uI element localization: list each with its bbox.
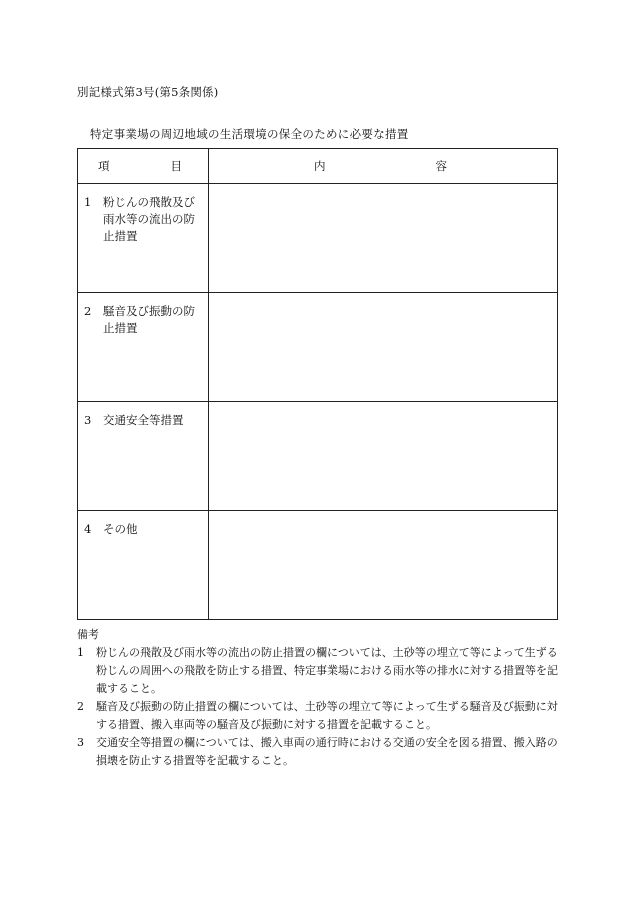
note-item	[77, 698, 561, 734]
notes-section	[77, 626, 561, 770]
content-cell[interactable]	[209, 184, 558, 293]
note-item	[77, 644, 561, 698]
header-content-char-1: 内	[314, 159, 326, 173]
header-content	[209, 149, 558, 184]
note-number: 3	[77, 736, 84, 749]
notes-heading: 備考	[77, 628, 99, 641]
header-content-char-2: 容	[435, 159, 447, 173]
content-cell[interactable]	[209, 402, 558, 511]
item-label: 粉じんの飛散及び雨水等の流出の防止措置	[103, 195, 195, 243]
item-cell	[78, 402, 209, 511]
note-text: 粉じんの飛散及び雨水等の流出の防止措置の欄については、土砂等の埋立て等によって生ずる粉じんの周囲への飛散を防止する措置、特定事業場における雨水等の排水に対する措置等を記載すること。	[96, 646, 558, 695]
item-number: 1	[84, 195, 92, 209]
header-item	[78, 149, 209, 184]
table-row	[78, 511, 558, 620]
item-number: 2	[84, 304, 92, 318]
note-text: 騒音及び振動の防止措置の欄については、土砂等の埋立て等によって生ずる騒音及び振動に対する措置、搬入車両等の騒音及び振動に対する措置を記載すること。	[96, 700, 558, 731]
note-text: 交通安全等措置の欄については、搬入車両の通行時における交通の安全を図る措置、搬入路の損壊を防止する措置等を記載すること。	[96, 736, 558, 767]
item-cell	[78, 184, 209, 293]
item-label: その他	[103, 522, 138, 536]
item-number: 3	[84, 413, 92, 427]
item-cell	[78, 511, 209, 620]
item-cell	[78, 293, 209, 402]
form-number: 別記様式第3号(第5条関係)	[77, 85, 219, 99]
header-item-char-1: 項	[98, 159, 110, 173]
table-row	[78, 184, 558, 293]
note-number: 1	[77, 646, 84, 659]
content-cell[interactable]	[209, 293, 558, 402]
item-label: 騒音及び振動の防止措置	[103, 304, 195, 335]
table-row	[78, 402, 558, 511]
table-header-row	[78, 149, 558, 184]
content-cell[interactable]	[209, 511, 558, 620]
note-item	[77, 734, 561, 770]
measures-table	[77, 148, 558, 620]
item-number: 4	[84, 522, 92, 536]
note-number: 2	[77, 700, 84, 713]
table-row	[78, 293, 558, 402]
item-label: 交通安全等措置	[103, 413, 184, 427]
header-item-char-2: 目	[170, 159, 182, 173]
document-title: 特定事業場の周辺地域の生活環境の保全のために必要な措置	[90, 127, 409, 141]
